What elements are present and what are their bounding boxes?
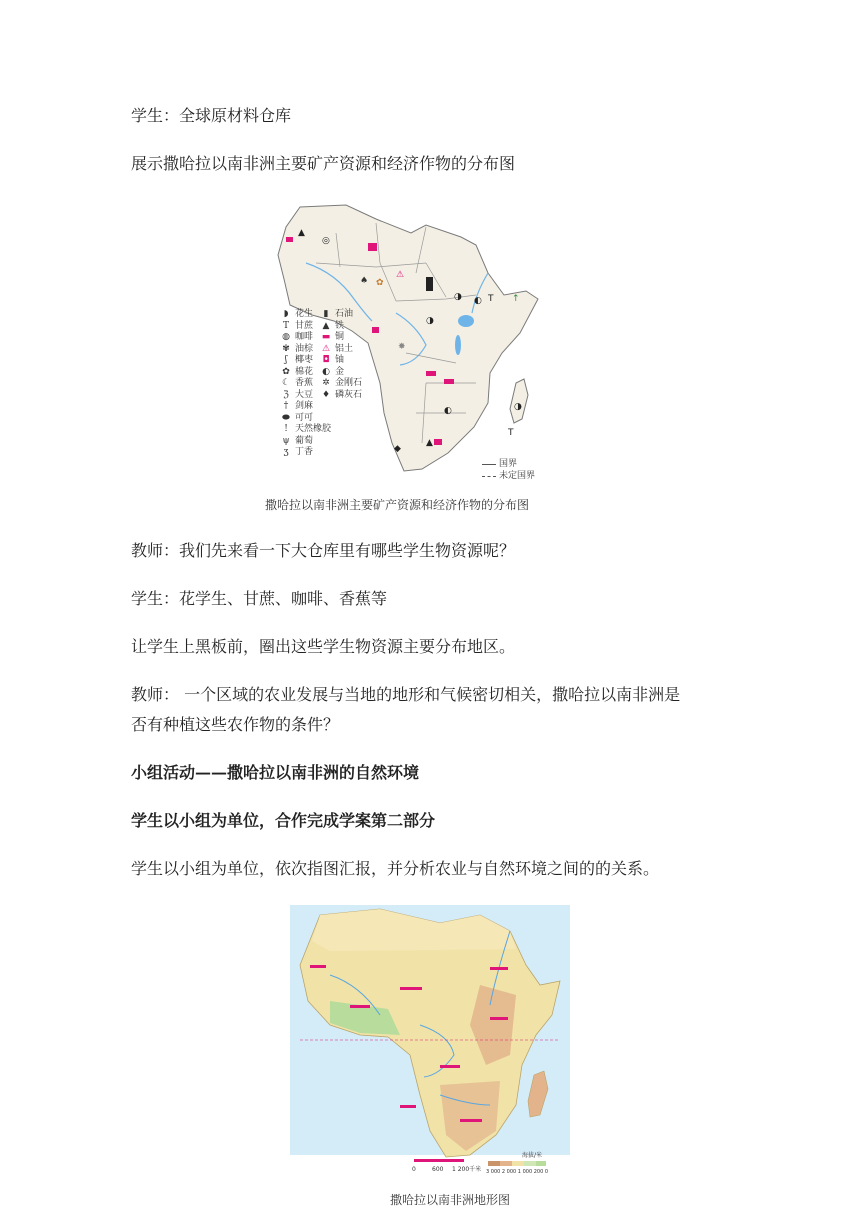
copper-icon: ▬ [321,332,331,342]
svg-text:↑: ↑ [512,294,520,304]
legend-item: ʒ 丁香 [280,447,331,459]
boundary-legend [482,459,535,482]
madagascar [510,379,528,423]
banana-icon: ☾ [281,378,291,388]
date-palm-icon: ʃ [284,355,288,365]
grape-icon: ψ [282,435,290,446]
svg-text:T: T [508,428,514,438]
legend-item: ✿ 棉花 [280,367,331,379]
svg-text:▲: ▲ [426,438,433,448]
sugarcane-icon: T [282,320,289,331]
legend-item: ⚠ 铝土 [321,343,354,354]
peanut-icon: ◗ [283,309,289,319]
heading-group-activity: 小组活动——撒哈拉以南非洲的自然环境 [131,763,420,782]
scale-bar [412,1159,481,1173]
legend-item: 国界 [482,459,535,471]
legend-item: ◐ 金 [320,367,362,379]
bauxite-icon: ⚠ [321,343,331,354]
svg-text:◑: ◑ [454,292,462,302]
figure1-caption: 撒哈拉以南非洲主要矿产资源和经济作物的分布图 [265,498,530,512]
oil-palm-icon: ✾ [282,343,290,354]
legend-item: ◍ 咖啡 [280,332,331,344]
rubber-icon: ! [284,424,288,434]
svg-text:▲: ▲ [298,228,305,238]
paragraph-teacher-question: 教师：我们先来看一下大仓库里有哪些学生物资源呢？ [131,541,516,560]
legend-item: ▬ 铜 [321,332,345,342]
coffee-icon: ◍ [282,332,290,342]
paragraph-student-warehouse: 学生：全球原材料仓库 [131,106,292,125]
gold-icon: ◐ [322,366,330,377]
legend-item: ◗ 花生 [280,309,331,321]
svg-text:◎: ◎ [322,236,330,246]
legend-item: ▮ 石油 [320,309,362,321]
elevation-title: 海拔/米 [522,1152,543,1159]
africa-terrain-svg [290,905,570,1175]
legend-item: T 甘蔗 [280,321,331,333]
resource-crop-map [276,203,544,481]
legend-item: ▲ 铁 [320,321,362,333]
paragraph-teacher-condition-1: 教师： 一个区域的农业发展与当地的地形和气候密切相关，撒哈拉以南非洲是 [131,685,681,704]
svg-text:◐: ◐ [444,406,452,416]
oil-icon: ▮ [323,309,329,319]
scale-label-1200: 1 200千米 [452,1166,482,1173]
cotton-icon: ✿ [282,366,290,377]
legend-item: ♦ 磷灰石 [321,389,363,400]
svg-text:♠: ♠ [360,276,369,286]
paragraph-show-map: 展示撒哈拉以南非洲主要矿产资源和经济作物的分布图 [131,154,516,173]
svg-text:T: T [488,294,494,304]
border-line-icon [482,464,496,465]
legend-item: ✲ 金刚石 [320,378,362,390]
legend-item: ✾ 油棕 [280,344,331,356]
soybean-icon: ℨ [283,389,289,400]
legend-item: ⬬ 可可 [280,413,331,425]
lake-tanganyika [455,335,461,355]
legend-item: ☾ 香蕉 [281,378,314,388]
terrain-map [290,905,570,1175]
diamond-icon: ✲ [322,378,330,388]
heading-group-work: 学生以小组为单位，合作完成学案第二部分 [131,811,436,830]
svg-text:◑: ◑ [514,402,522,412]
elevation-labels: 3 000 2 000 1 000 200 0 [486,1169,549,1175]
undefined-border-icon [482,476,496,477]
legend-item: ◘ 铀 [320,355,362,367]
legend-item: ℨ 大豆 [280,390,331,402]
svg-text:◆: ◆ [394,444,401,454]
legend-item: ψ 葡萄 [280,436,331,448]
figure2-caption: 撒哈拉以南非洲地形图 [390,1193,511,1207]
svg-text:✸: ✸ [398,342,406,352]
sisal-icon: † [283,401,289,411]
uranium-icon: ◘ [322,355,330,365]
legend-item: ʃ 椰枣 [280,355,331,367]
svg-text:⚠: ⚠ [396,270,405,280]
cocoa-icon: ⬬ [282,412,290,423]
legend-item: ! 天然橡胶 [280,424,331,436]
paragraph-student-answer: 学生：花学生、甘蔗、咖啡、香蕉等 [131,589,388,608]
paragraph-blackboard: 让学生上黑板前，圈出这些学生物资源主要分布地区。 [131,637,516,656]
apatite-icon: ♦ [321,389,331,400]
mineral-legend [320,309,362,401]
iron-icon: ▲ [322,320,330,331]
svg-text:✿: ✿ [376,278,384,288]
scale-label-600: 600 [432,1166,444,1173]
clove-icon: ʒ [283,447,289,457]
paragraph-teacher-condition-2: 否有种植这些农作物的条件？ [131,715,340,734]
legend-item: † 剑麻 [280,401,331,413]
scale-label-0: 0 [412,1166,416,1173]
paragraph-group-report: 学生以小组为单位，依次指图汇报，并分析农业与自然环境之间的的关系。 [131,859,660,878]
svg-text:◐: ◐ [474,296,482,306]
svg-text:◑: ◑ [426,316,434,326]
legend-item: 未定国界 [482,471,535,483]
lake-victoria [458,315,474,327]
